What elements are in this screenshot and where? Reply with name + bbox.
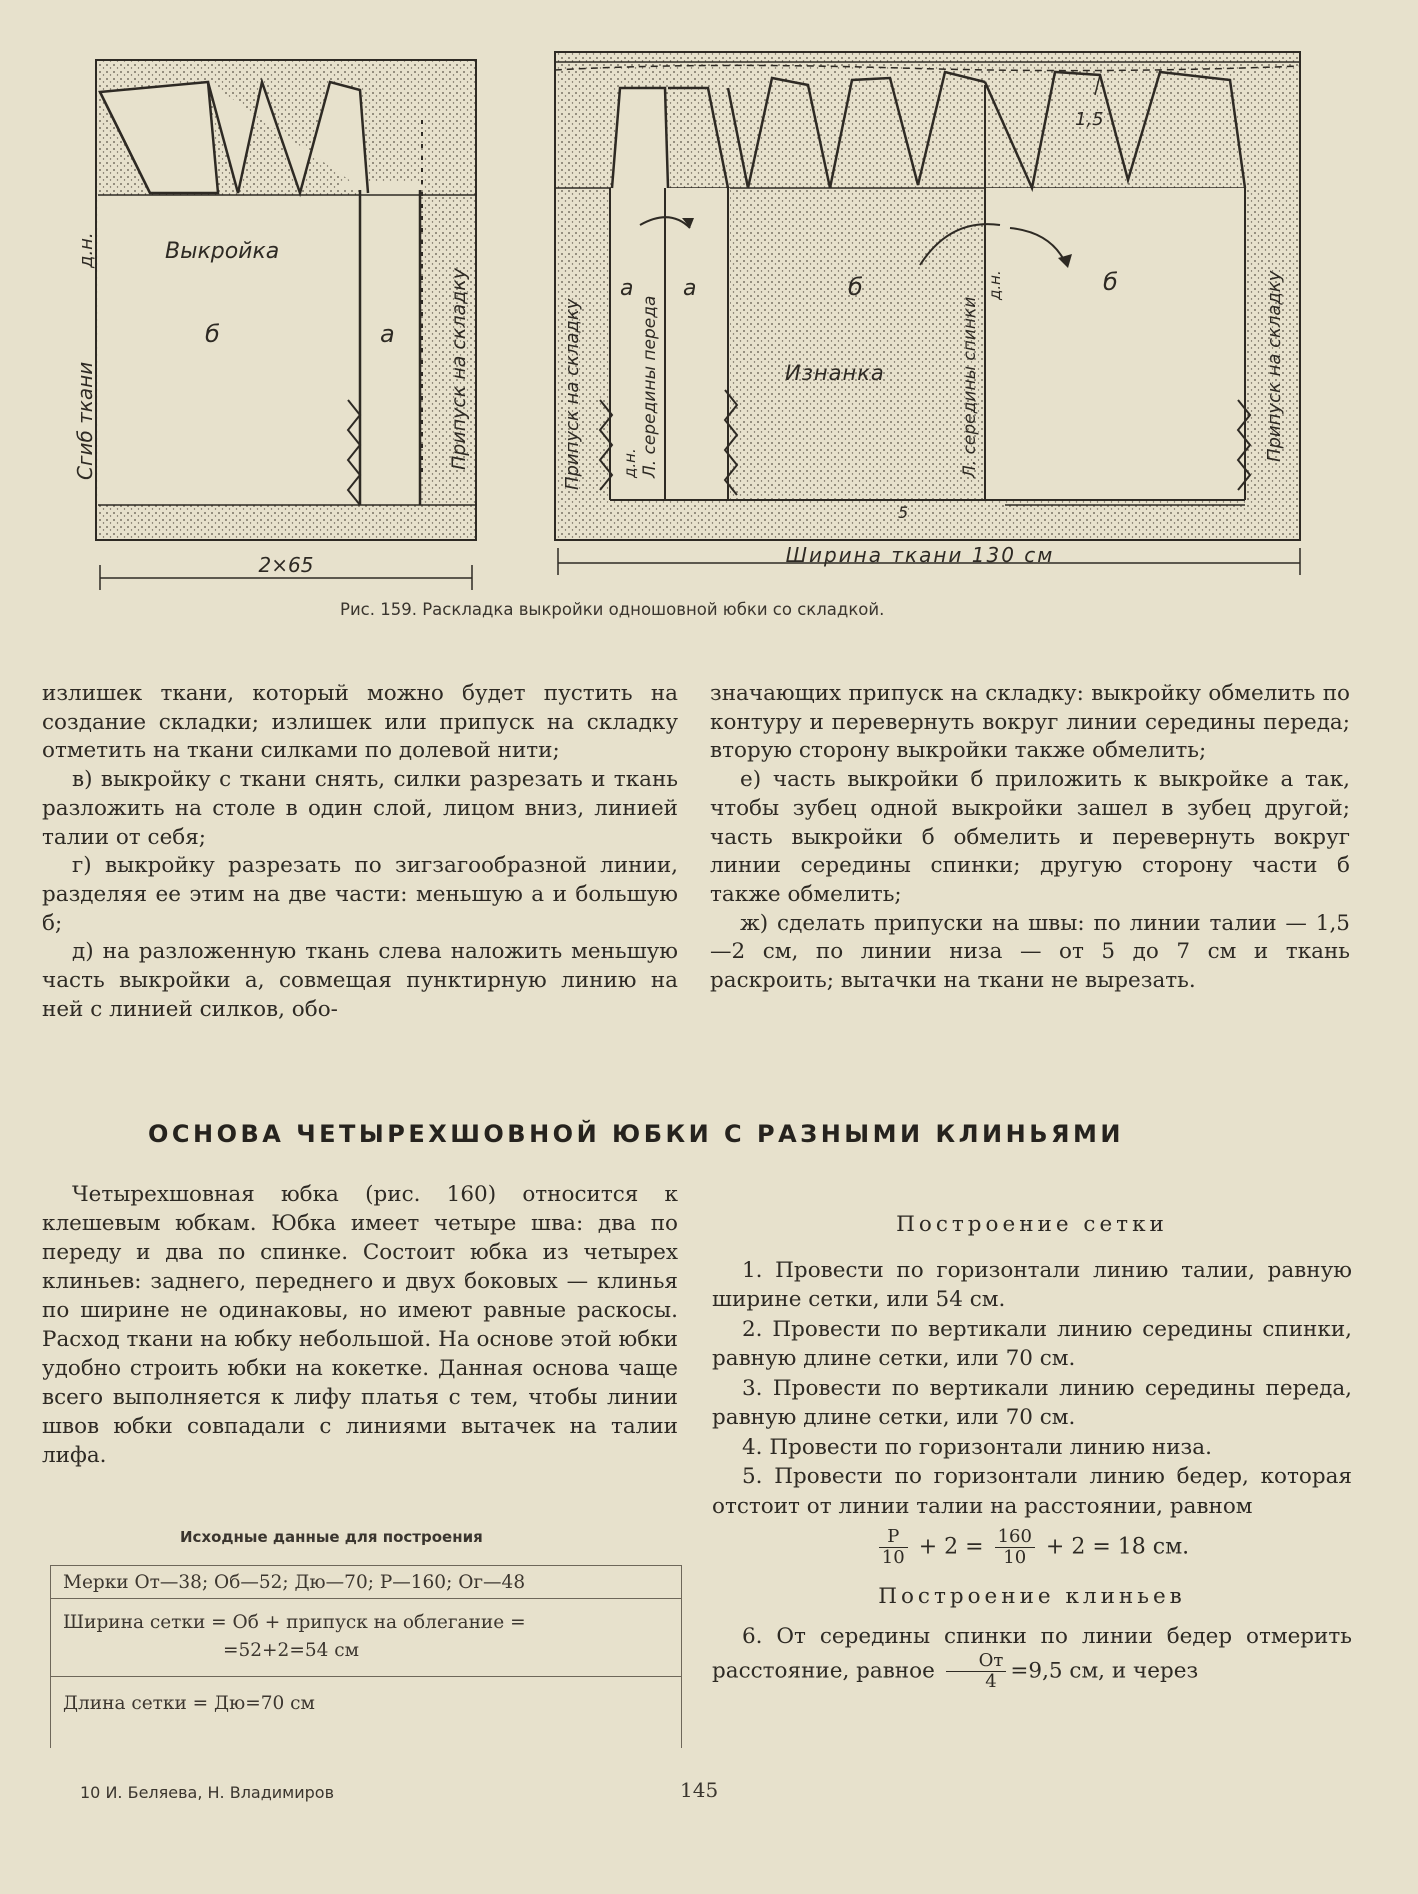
label-allowance-right-left: Припуск на складку [562,298,583,490]
formula-text: + 2 = [918,1534,984,1560]
label-back-center: Л. середины спинки [960,296,980,478]
list-item [712,1622,1352,1693]
label-pattern: Выкройка [165,239,280,264]
subheading: Построение сетки [896,1212,1168,1237]
text-column-2 [710,680,1350,996]
paragraph: е) часть выкройки б приложить к выкройке а так, чтобы зубец одной выкройки зашел в зубец другой; часть выкройки б обмелить и перевернуть вокруг линии середины спинки; другую сторону части б также обмелить; [710,767,1350,907]
list-item: 4. Провести по горизонтали линию низа. [742,1434,1212,1460]
right-layout-diagram [555,52,1300,575]
label-1-5: 1,5 [1075,109,1104,130]
item-text: 6. От середины спинки по линии бедер отмерить расстояние, равное [712,1623,1352,1684]
paragraph: д) на разложенную ткань слева наложить меньшую часть выкройки а, совмещая пунктирную линию на ней с линией силков, обо- [42,939,678,1022]
text-column-1 [42,680,678,1024]
section-heading: ОСНОВА ЧЕТЫРЕХШОВНОЙ ЮБКИ С РАЗНЫМИ КЛИНЬЯМИ [148,1120,1124,1148]
footer-author: 10 И. Беляева, Н. Владимиров [80,1783,335,1802]
table-cell: Ширина сетки = Об + припуск на облегание = [63,1612,526,1633]
label-front-center: Л. середины переда [640,295,660,478]
label-allowance-right-right: Припуск на складку [1264,270,1285,462]
paragraph: г) выкройку разрезать по зигзагообразной линии, разделяя ее этим на две части: меньшую а и большую б; [42,853,678,936]
label-grain-right-1: д.н. [621,448,639,478]
frac-num: 160 [995,1527,1035,1548]
frac-den: 10 [1003,1547,1027,1568]
left-dimension: 2×65 [258,553,314,577]
label-grain-left: д.н. [76,232,97,268]
label-a-left: а [380,320,395,348]
paragraph: значающих припуск на складку: выкройку обмелить по контуру и перевернуть вокруг линии середины переда; вторую сторону выкройки также обмелить; [710,681,1350,764]
label-b1: б [848,273,863,301]
label-allowance-left: Припуск на складку [448,268,470,470]
paragraph: Четырехшовная юбка (рис. 160) относится к клешевым юбкам. Юбка имеет четыре шва: два по переду и два по спинке. Состоит юбка из четырех клиньев: заднего, переднего и двух боковых — клинья по ширине не одинаковы, но имеют равные раскосы. Расход ткани на юбку небольшой. На основе этой юбки удобно строить юбки на кокетке. Данная основа чаще всего выполняется к лифу платья с тем, чтобы линии швов юбки совпадали с линиями вытачек на талии лифа. [42,1182,678,1468]
subheading: Построение клиньев [878,1584,1186,1609]
left-layout-diagram [73,60,476,590]
formula-text: + 2 = 18 см. [1045,1534,1190,1560]
label-grain-right-2: д.н. [986,270,1004,300]
label-a1: а [620,276,634,301]
figure-159 [0,0,1418,600]
frac-den: 4 [985,1671,997,1692]
frac-num: От [946,1651,1007,1672]
table-row: Мерки От—38; Об—52; Дю—70; Р—160; Ог—48 [51,1566,681,1599]
frac-den: 10 [881,1547,905,1568]
paragraph: в) выкройку с ткани снять, силки разрезать и ткань разложить на столе в один слой, лицом вниз, линией талии от себя; [42,767,678,850]
table-caption: Исходные данные для построения [180,1528,483,1546]
table-row [51,1599,681,1677]
item-text: =9,5 см, и через [1010,1658,1199,1684]
label-a2: а [683,276,697,301]
paragraph: ж) сделать припуски на швы: по линии талии — 1,5—2 см, по линии низа — от 5 до 7 см и ткань раскроить; вытачки на ткани не вырезать. [710,910,1350,994]
initial-data-table [50,1565,682,1748]
text-column-3 [42,1180,678,1470]
label-5: 5 [898,503,909,522]
right-dimension: Ширина ткани 130 см [785,543,1055,567]
label-b2: б [1103,268,1118,296]
figure-caption: Рис. 159. Раскладка выкройки одношовной юбки со складкой. [340,600,885,619]
list-item: 5. Провести по горизонтали линию бедер, которая отстоит от линии талии на расстоянии, равном [712,1464,1352,1519]
label-wrong-side: Изнанка [785,361,885,385]
table-cell: =52+2=54 см [223,1640,359,1661]
list-item: 1. Провести по горизонтали линию талии, равную ширине сетки, или 54 см. [712,1257,1352,1312]
table-row: Длина сетки = Дю=70 см [63,1693,315,1714]
list-item: 3. Провести по вертикали линию середины переда, равную длине сетки, или 70 см. [712,1375,1352,1430]
formula [712,1527,1352,1568]
frac-num: Р [879,1527,908,1548]
list-item: 2. Провести по вертикали линию середины спинки, равную длине сетки, или 70 см. [712,1316,1352,1371]
page-number: 145 [680,1778,719,1802]
paragraph: излишек ткани, который можно будет пустить на создание складки; излишек или припуск на складку отметить на ткани силками по долевой нити; [42,681,678,764]
label-fold: Сгиб ткани [73,361,97,480]
label-b-left: б [205,320,220,348]
text-column-4 [712,1210,1352,1692]
